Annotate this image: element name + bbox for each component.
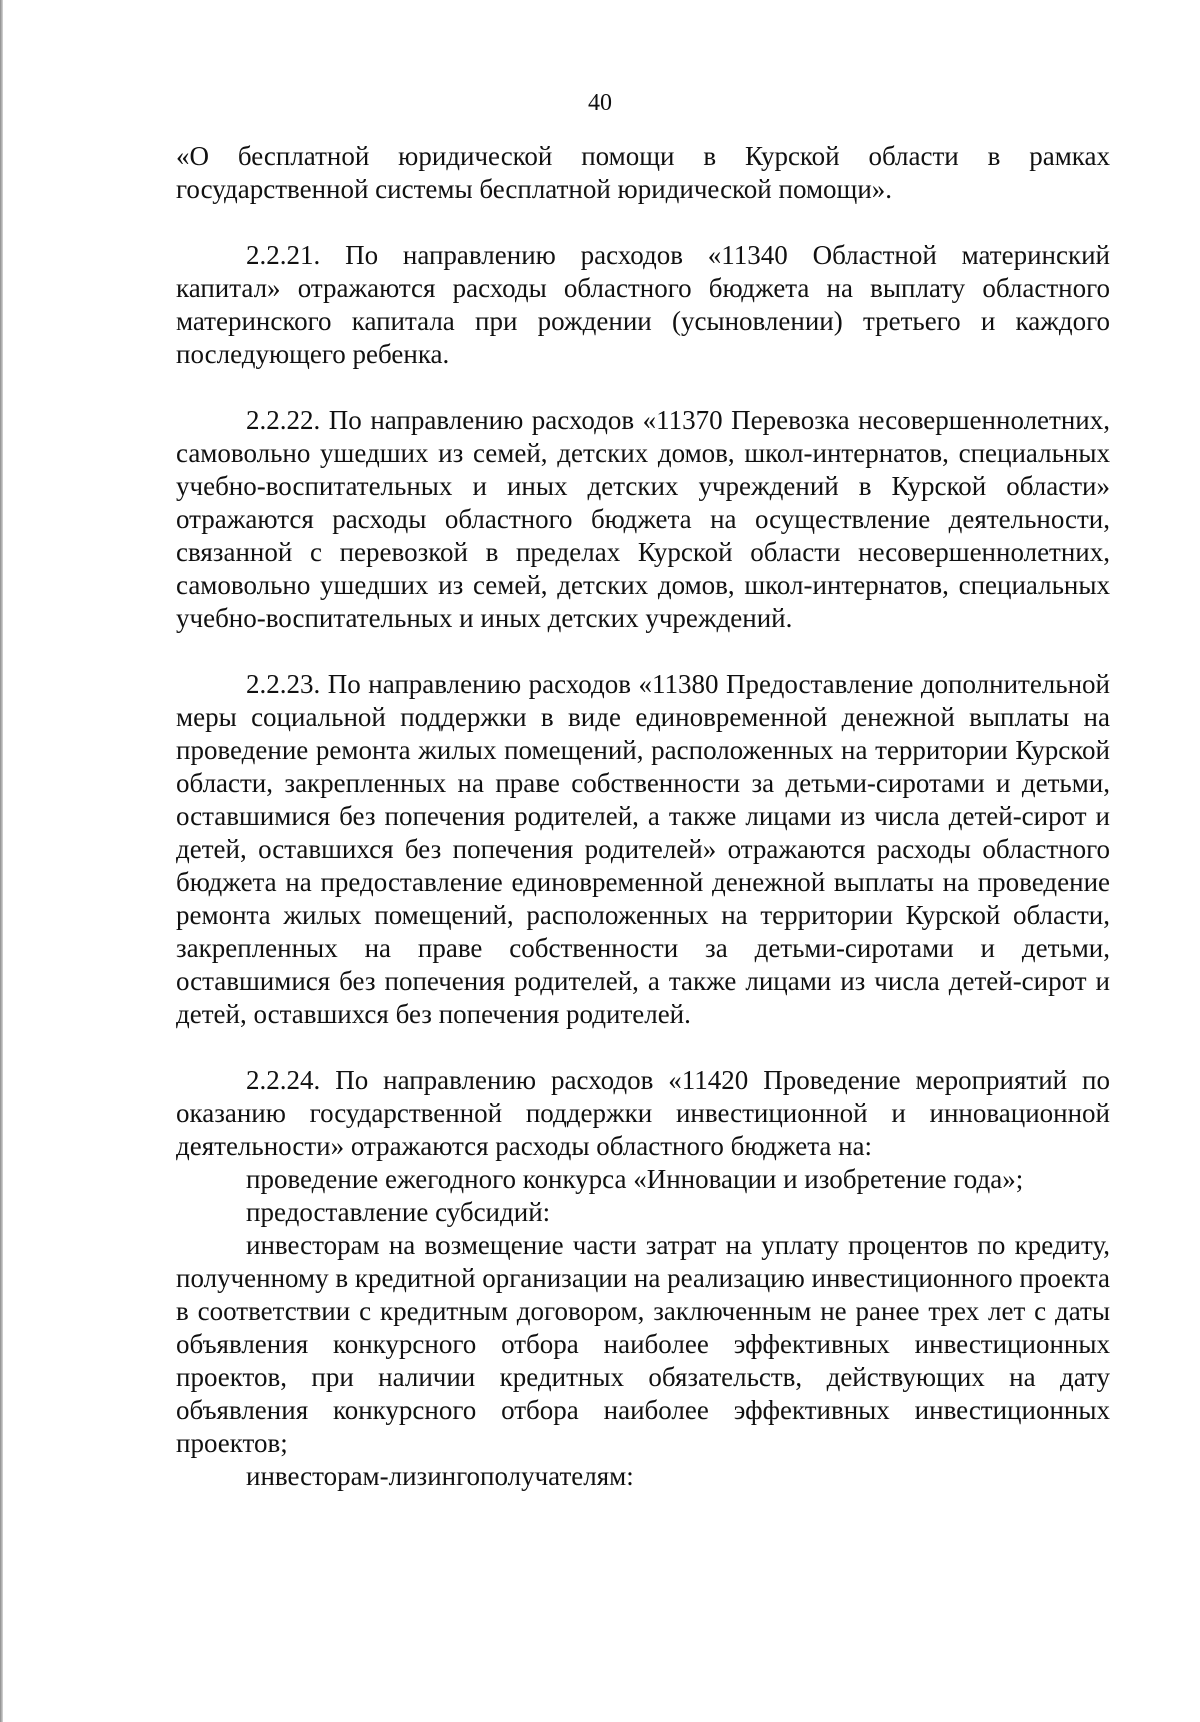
- paragraph-2-2-23: 2.2.23. По направлению расходов «11380 Предоставление дополнительной меры социальной поддержки в виде единовременной денежной выплаты на проведение ремонта жилых помещений, расположенных на территории Курской области, закрепленных на праве собственности за детьми-сиротами и детьми, оставшимися без попечения родителей, а также лицами из числа детей-сирот и детей, оставшихся без попечения родителей» отражаются расходы областного бюджета на предоставление единовременной денежной выплаты на проведение ремонта жилых помещений, расположенных на территории Курской области, закрепленных на праве собственности за детьми-сиротами и детьми, оставшимися без попечения родителей, а также лицами из числа детей-сирот и детей, оставшихся без попечения родителей.: [176, 669, 1110, 1029]
- paragraph-gap: [176, 1031, 1110, 1064]
- document-body: [176, 140, 1110, 1493]
- list-item-investors-leasing: инвесторам-лизингополучателям:: [246, 1461, 634, 1491]
- list-item-subsidies: предоставление субсидий:: [246, 1197, 551, 1227]
- page-number: 40: [588, 90, 612, 116]
- paragraph-2-2-21: 2.2.21. По направлению расходов «11340 Областной материнский капитал» отражаются расходы областного бюджета на выплату областного материнского капитала при рождении (усыновлении) третьего и каждого последующего ребенка.: [176, 240, 1110, 369]
- list-item-contest: проведение ежегодного конкурса «Инновации и изобретение года»;: [246, 1164, 1024, 1194]
- paragraph-gap: [176, 371, 1110, 404]
- paragraph-2-2-24: 2.2.24. По направлению расходов «11420 Проведение мероприятий по оказанию государственной поддержки инвестиционной и инновационной деятельности» отражаются расходы областного бюджета на:: [176, 1065, 1110, 1161]
- scan-edge-shadow: [0, 0, 3, 1722]
- paragraph-2-2-22: 2.2.22. По направлению расходов «11370 Перевозка несовершеннолетних, самовольно ушедших из семей, детских домов, школ-интернатов, специальных учебно-воспитательных и иных детских учреждений в Курской области» отражаются расходы областного бюджета на осуществление деятельности, связанной с перевозкой в пределах Курской области несовершеннолетних, самовольно ушедших из семей, детских домов, школ-интернатов, специальных учебно-воспитательных и иных детских учреждений.: [176, 405, 1110, 633]
- paragraph-continuation: «О бесплатной юридической помощи в Курской области в рамках государственной системы бесплатной юридической помощи».: [176, 141, 1110, 204]
- paragraph-gap: [176, 206, 1110, 239]
- paragraph-gap: [176, 635, 1110, 668]
- list-item-investors-credit: инвесторам на возмещение части затрат на уплату процентов по кредиту, полученному в кредитной организации на реализацию инвестиционного проекта в соответствии с кредитным договором, заключенным не ранее трех лет с даты объявления конкурсного отбора наиболее эффективных инвестиционных проектов, при наличии кредитных обязательств, действующих на дату объявления конкурсного отбора наиболее эффективных инвестиционных проектов;: [176, 1230, 1111, 1458]
